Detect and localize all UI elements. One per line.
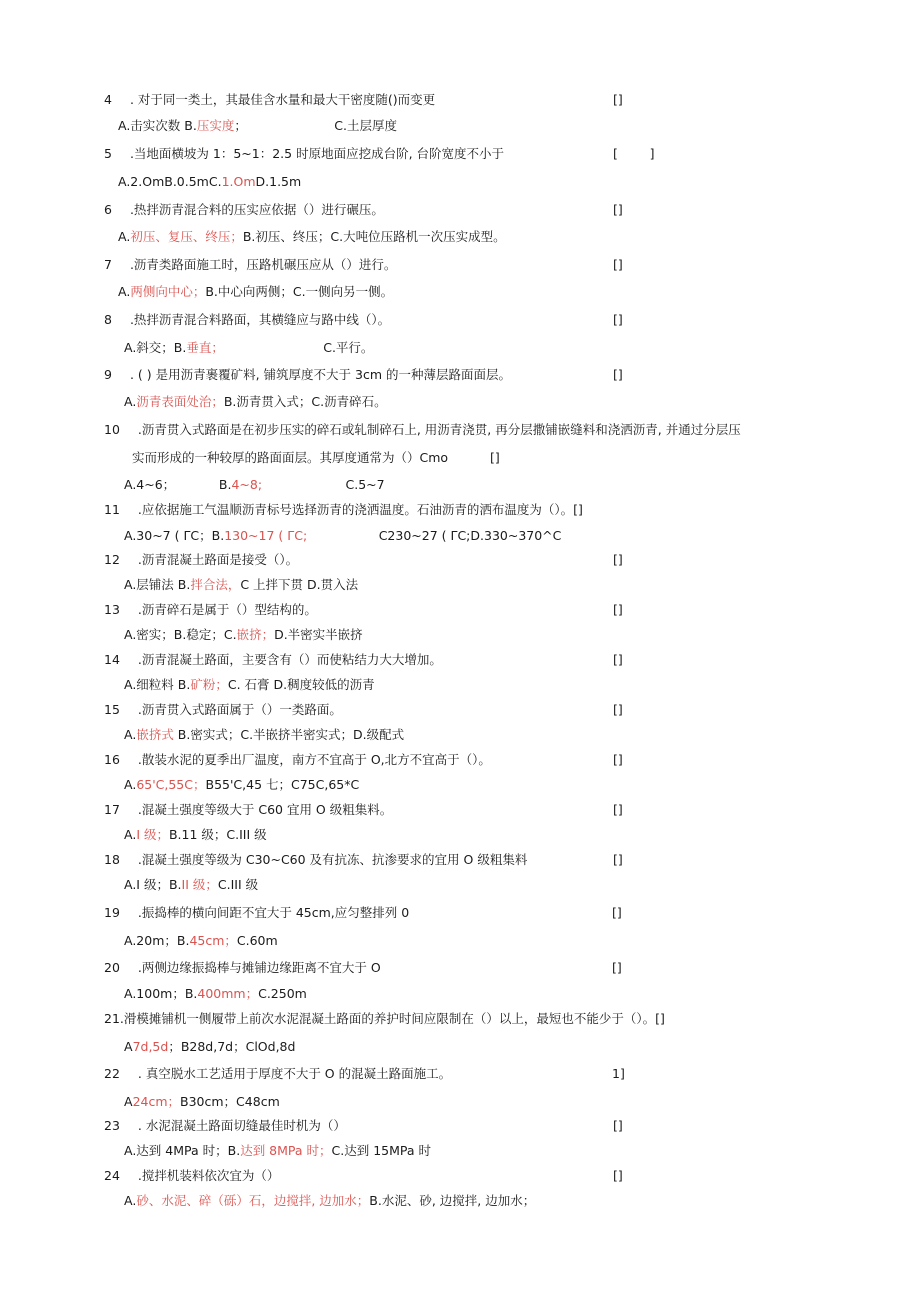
answer-bracket: [] [612,960,622,975]
question-text: .当地面横坡为 1：5~1：2.5 时原地面应挖成台阶, 台阶宽度不小于 [129,146,505,161]
question-number: 18 [104,852,120,867]
question-number: 6 [104,202,112,217]
answer-highlight: 沥青表面处治； [136,394,224,409]
question-number: 21 [104,1011,120,1026]
answer-bracket: [] [613,1118,623,1133]
question-text: . 水泥混凝土路面切缝最佳时机为（） [137,1118,346,1133]
answer-highlight: 两侧向中心； [130,284,206,299]
answer-bracket: [] [612,905,622,920]
answer-highlight: I 级； [136,827,169,842]
question-text: .滑模摊铺机一侧履带上前次水泥混凝土路面的养护时间应限制在（）以上，最短也不能少于（）。[] [119,1011,665,1026]
options-13 [124,627,363,643]
question-10-continued [132,450,448,466]
answer-highlight: 400mm； [197,986,259,1001]
option-text: C.250m [258,986,307,1001]
answer-bracket: [] [613,367,623,382]
question-10 [104,422,741,438]
options-14 [124,677,375,693]
question-text: .搅拌机装料依次宜为（） [137,1168,280,1183]
question-number: 8 [104,312,112,327]
option-text: A.斜交；B. [124,340,187,355]
option-text: A.细粒料 B. [124,677,191,692]
question-15 [104,702,342,718]
options-19 [124,933,278,949]
question-number: 7 [104,257,112,272]
question-number: 24 [104,1168,120,1183]
question-number: 16 [104,752,120,767]
options-17 [124,827,267,843]
question-24 [104,1168,279,1184]
option-text: ；B28d,7d；ClOd,8d [168,1039,296,1054]
options-5 [118,174,301,190]
answer-bracket: [] [613,652,623,667]
answer-bracket: [] [613,92,623,107]
answer-bracket: [] [613,702,623,717]
question-text: 实而形成的一种较厚的路面面层。其厚度通常为（）Cmo [132,450,449,465]
option-text: B.密实式；C.半嵌挤半密实式；D.级配式 [173,727,405,742]
option-text: A. [124,1193,137,1208]
answer-highlight: 压实度 [196,118,235,133]
question-number: 13 [104,602,120,617]
question-number: 12 [104,552,120,567]
answer-bracket: [] [613,552,623,567]
question-number: 9 [104,367,112,382]
answer-highlight: II 级； [181,877,218,892]
options-15 [124,727,404,743]
option-text: A. [118,284,131,299]
answer-highlight: 4~8; [231,477,263,492]
option-text: B30cm；C48cm [180,1094,280,1109]
answer-bracket: [] [613,312,623,327]
question-text: .热拌沥青混合料路面，其横缝应与路中线（）。 [129,312,391,327]
option-text: C.5~7 [262,477,385,492]
option-text: B.11 级；C.III 级 [168,827,267,842]
option-text: A.达到 4MPa 时；B. [124,1143,241,1158]
question-9 [104,367,511,383]
question-16 [104,752,491,768]
option-text: A.20m；B. [124,933,190,948]
options-8 [124,340,373,356]
answer-highlight: 嵌挤； [236,627,275,642]
answer-highlight: 45cm； [189,933,237,948]
options-7 [118,284,393,300]
options-11 [124,528,561,544]
question-text: .沥青类路面施工时，压路机碾压应从（）进行。 [129,257,397,272]
answer-bracket: [] [613,852,623,867]
option-text: A.100m；B. [124,986,198,1001]
question-text: . ( ) 是用沥青裹覆矿料, 铺筑厚度不大于 3cm 的一种薄层路面面层。 [129,367,511,382]
option-text: C 上拌下贯 D.贯入法 [240,577,359,592]
answer-highlight: 1.Om [221,174,256,189]
question-21 [104,1011,665,1027]
answer-highlight: 初压、复压、终压； [130,229,243,244]
option-text: C.达到 15MPa 时 [331,1143,431,1158]
option-text: A.2.OmB.0.5mC. [118,174,222,189]
option-text: C.III 级 [217,877,259,892]
answer-bracket: [] [613,802,623,817]
option-text: A.I 级；B. [124,877,182,892]
options-16 [124,777,359,793]
question-18 [104,852,527,868]
question-6 [104,202,384,218]
answer-bracket: [] [613,602,623,617]
answer-bracket: [] [613,752,623,767]
options-21 [124,1039,295,1055]
option-text: B.中心向两侧；C.一侧向另一侧。 [205,284,394,299]
answer-highlight: 矿粉； [190,677,228,692]
question-text: .沥青贯入式路面是在初步压实的碎石或轧制碎石上, 用沥青浇贯, 再分层撒铺嵌缝料和浇洒沥青, 并通过分层压 [137,422,741,437]
question-number: 11 [104,502,120,517]
answer-highlight: 7d,5d [132,1039,169,1054]
answer-bracket: [ ] [613,146,655,161]
question-14 [104,652,442,668]
options-24 [124,1193,535,1209]
question-number: 23 [104,1118,120,1133]
question-text: .沥青混凝土路面，主要含有（）而使粘结力大大增加。 [137,652,442,667]
options-4 [118,118,397,134]
question-number: 20 [104,960,120,975]
question-12 [104,552,298,568]
answer-highlight: 24cm； [132,1094,181,1109]
option-text: A [124,1039,133,1054]
answer-bracket: [] [490,450,500,465]
options-10 [124,477,385,493]
option-text: A. [124,727,137,742]
question-number: 5 [104,146,112,161]
question-17 [104,802,392,818]
answer-highlight: 砂、水泥、碎（砾）石，边搅拌, 边加水； [136,1193,370,1208]
option-text: B55'C,45 七；C75C,65*C [205,777,360,792]
question-19 [104,905,409,921]
option-text: A [124,1094,133,1109]
question-number: 15 [104,702,120,717]
options-20 [124,986,307,1002]
question-7 [104,257,396,273]
option-text: A. [124,777,137,792]
answer-highlight: 拌合法， [190,577,241,592]
option-text: B.水泥、砂, 边搅拌, 边加水； [369,1193,536,1208]
question-number: 19 [104,905,120,920]
option-text: C230~27 ( ΓC;D.330~370^C [307,528,562,543]
question-text: .沥青碎石是属于（）型结构的。 [137,602,317,617]
question-text: . 对于同一类土，其最佳含水量和最大干密度随()而变更 [129,92,436,107]
question-13 [104,602,317,618]
question-number: 4 [104,92,112,107]
question-text: .振捣棒的横向间距不宜大于 45cm,应匀整排列 0 [137,905,410,920]
options-18 [124,877,258,893]
answer-bracket: 1] [612,1066,625,1081]
options-22 [124,1094,280,1110]
question-text: . 真空脱水工艺适用于厚度不大于 O 的混凝土路面施工。 [137,1066,452,1081]
question-11 [104,502,583,518]
option-text: A.30~7 ( ΓC；B. [124,528,225,543]
answer-highlight: 130~17 ( ΓC; [224,528,308,543]
option-text: D.1.5m [255,174,302,189]
answer-bracket: [] [613,257,623,272]
question-number: 14 [104,652,120,667]
option-text: C. 石膏 D.稠度较低的沥青 [227,677,375,692]
option-text: ； C.土层厚度 [234,118,397,133]
option-text: B.初压、终压；C.大吨位压路机一次压实成型。 [242,229,506,244]
question-text: .混凝土强度等级大于 C60 宜用 O 级粗集料。 [137,802,393,817]
option-text: A.层铺法 B. [124,577,191,592]
question-text: .散装水泥的夏季出厂温度，南方不宜高于 O,北方不宜高于（）。 [137,752,491,767]
option-text: B.沥青贯入式；C.沥青碎石。 [223,394,387,409]
question-text: .沥青混凝土路面是接受（）。 [137,552,299,567]
question-8 [104,312,390,328]
option-text: A. [124,827,137,842]
option-text: A.击实次数 B. [118,118,197,133]
question-5 [104,146,504,162]
options-6 [118,229,506,245]
question-text: .应依据施工气温顺沥青标号选择沥青的浇洒温度。石油沥青的洒布温度为（）。[] [137,502,583,517]
answer-bracket: [] [613,1168,623,1183]
question-20 [104,960,381,976]
answer-highlight: 垂直； [186,340,224,355]
question-text: .混凝土强度等级为 C30~C60 及有抗冻、抗渗要求的宜用 O 级粗集料 [137,852,528,867]
question-number: 10 [104,422,120,437]
question-text: .两侧边缘振捣棒与摊铺边缘距离不宜大于 O [137,960,381,975]
answer-highlight: 65'C,55C； [136,777,206,792]
question-number: 17 [104,802,120,817]
question-number: 22 [104,1066,120,1081]
question-text: .热拌沥青混合料的压实应依据（）进行碾压。 [129,202,384,217]
question-22 [104,1066,451,1082]
option-text: A. [124,394,137,409]
question-23 [104,1118,346,1134]
option-text: D.半密实半嵌挤 [274,627,363,642]
options-23 [124,1143,431,1159]
answer-bracket: [] [613,202,623,217]
question-4 [104,92,435,108]
option-text: C.平行。 [223,340,374,355]
question-text: .沥青贯入式路面属于（）一类路面。 [137,702,342,717]
answer-highlight: 达到 8MPa 时； [240,1143,332,1158]
options-12 [124,577,358,593]
answer-highlight: 嵌挤式 [136,727,174,742]
options-9 [124,394,387,410]
option-text: A. [118,229,131,244]
option-text: A.密实；B.稳定；C. [124,627,237,642]
option-text: C.60m [236,933,278,948]
option-text: A.4~6； B. [124,477,232,492]
